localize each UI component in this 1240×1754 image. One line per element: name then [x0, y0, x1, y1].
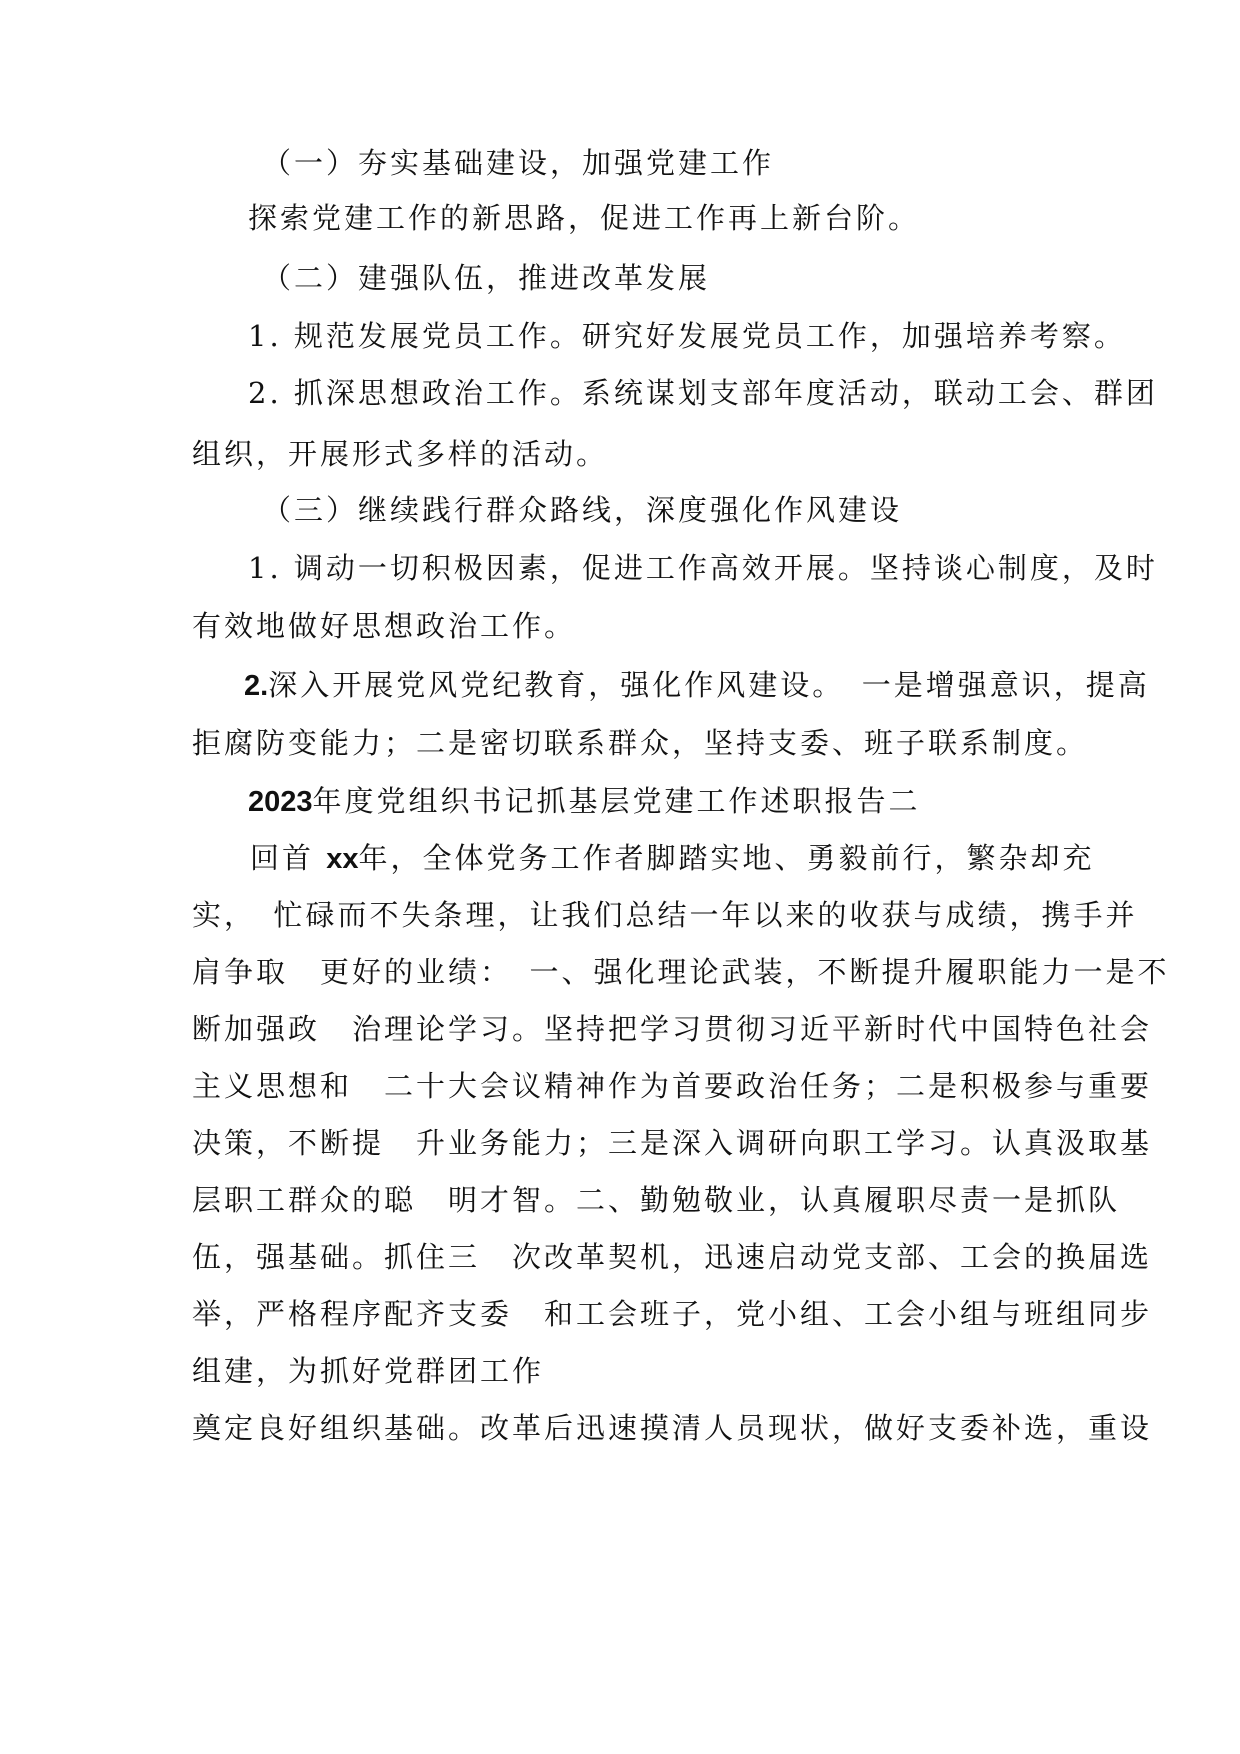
paragraph-line: 奠定良好组织基础。改革后迅速摸清人员现状，做好支委补选，重设 — [192, 1411, 1153, 1445]
paragraph-line: 决策，不断提 升业务能力；三是深入调研向职工学习。认真汲取基 — [192, 1126, 1153, 1160]
paragraph-line: 组建，为抓好党群团工作 — [192, 1354, 545, 1388]
paragraph-line: 2.深入开展党风党纪教育，强化作风建设。 一是增强意识，提高 — [244, 668, 1150, 702]
section-heading-3: （三）继续践行群众路线，深度强化作风建设 — [262, 493, 903, 527]
paragraph-line: 2. 抓深思想政治工作。系统谋划支部年度活动，联动工会、群团 — [248, 376, 1158, 410]
section-heading-2: （二）建强队伍，推进改革发展 — [262, 261, 711, 295]
paragraph-line: 断加强政 治理论学习。坚持把学习贯彻习近平新时代中国特色社会 — [192, 1012, 1153, 1046]
paragraph-line: 有效地做好思想政治工作。 — [192, 609, 577, 643]
paragraph-line: 回首 xx年，全体党务工作者脚踏实地、勇毅前行，繁杂却充 — [250, 841, 1095, 875]
paragraph-line: 1. 规范发展党员工作。研究好发展党员工作，加强培养考察。 — [248, 319, 1126, 353]
paragraph-line: 组织，开展形式多样的活动。 — [192, 437, 609, 471]
paragraph-line: 层职工群众的聪 明才智。二、勤勉敬业，认真履职尽责一是抓队 — [192, 1183, 1121, 1217]
paragraph-line: 伍，强基础。抓住三 次改革契机，迅速启动党支部、工会的换届选 — [192, 1240, 1153, 1274]
paragraph-line: 肩争取 更好的业绩： 一、强化理论武装，不断提升履职能力一是不 — [192, 955, 1170, 989]
paragraph-line: 探索党建工作的新思路，促进工作再上新台阶。 — [248, 201, 921, 235]
paragraph-line: 1. 调动一切积极因素，促进工作高效开展。坚持谈心制度，及时 — [248, 551, 1158, 585]
paragraph-line: 实， 忙碌而不失条理，让我们总结一年以来的收获与成绩，携手并 — [192, 898, 1138, 932]
section-heading-1: （一）夯实基础建设，加强党建工作 — [262, 146, 775, 180]
report-title: 2023年度党组织书记抓基层党建工作述职报告二 — [248, 784, 921, 818]
report-year: 2023 — [248, 786, 313, 818]
paragraph-line: 拒腐防变能力；二是密切联系群众，坚持支委、班子联系制度。 — [192, 726, 1089, 760]
year-placeholder: xx — [326, 843, 359, 875]
item-number: 2. — [244, 670, 269, 702]
paragraph-line: 主义思想和 二十大会议精神作为首要政治任务；二是积极参与重要 — [192, 1069, 1153, 1103]
paragraph-line: 举，严格程序配齐支委 和工会班子，党小组、工会小组与班组同步 — [192, 1297, 1153, 1331]
